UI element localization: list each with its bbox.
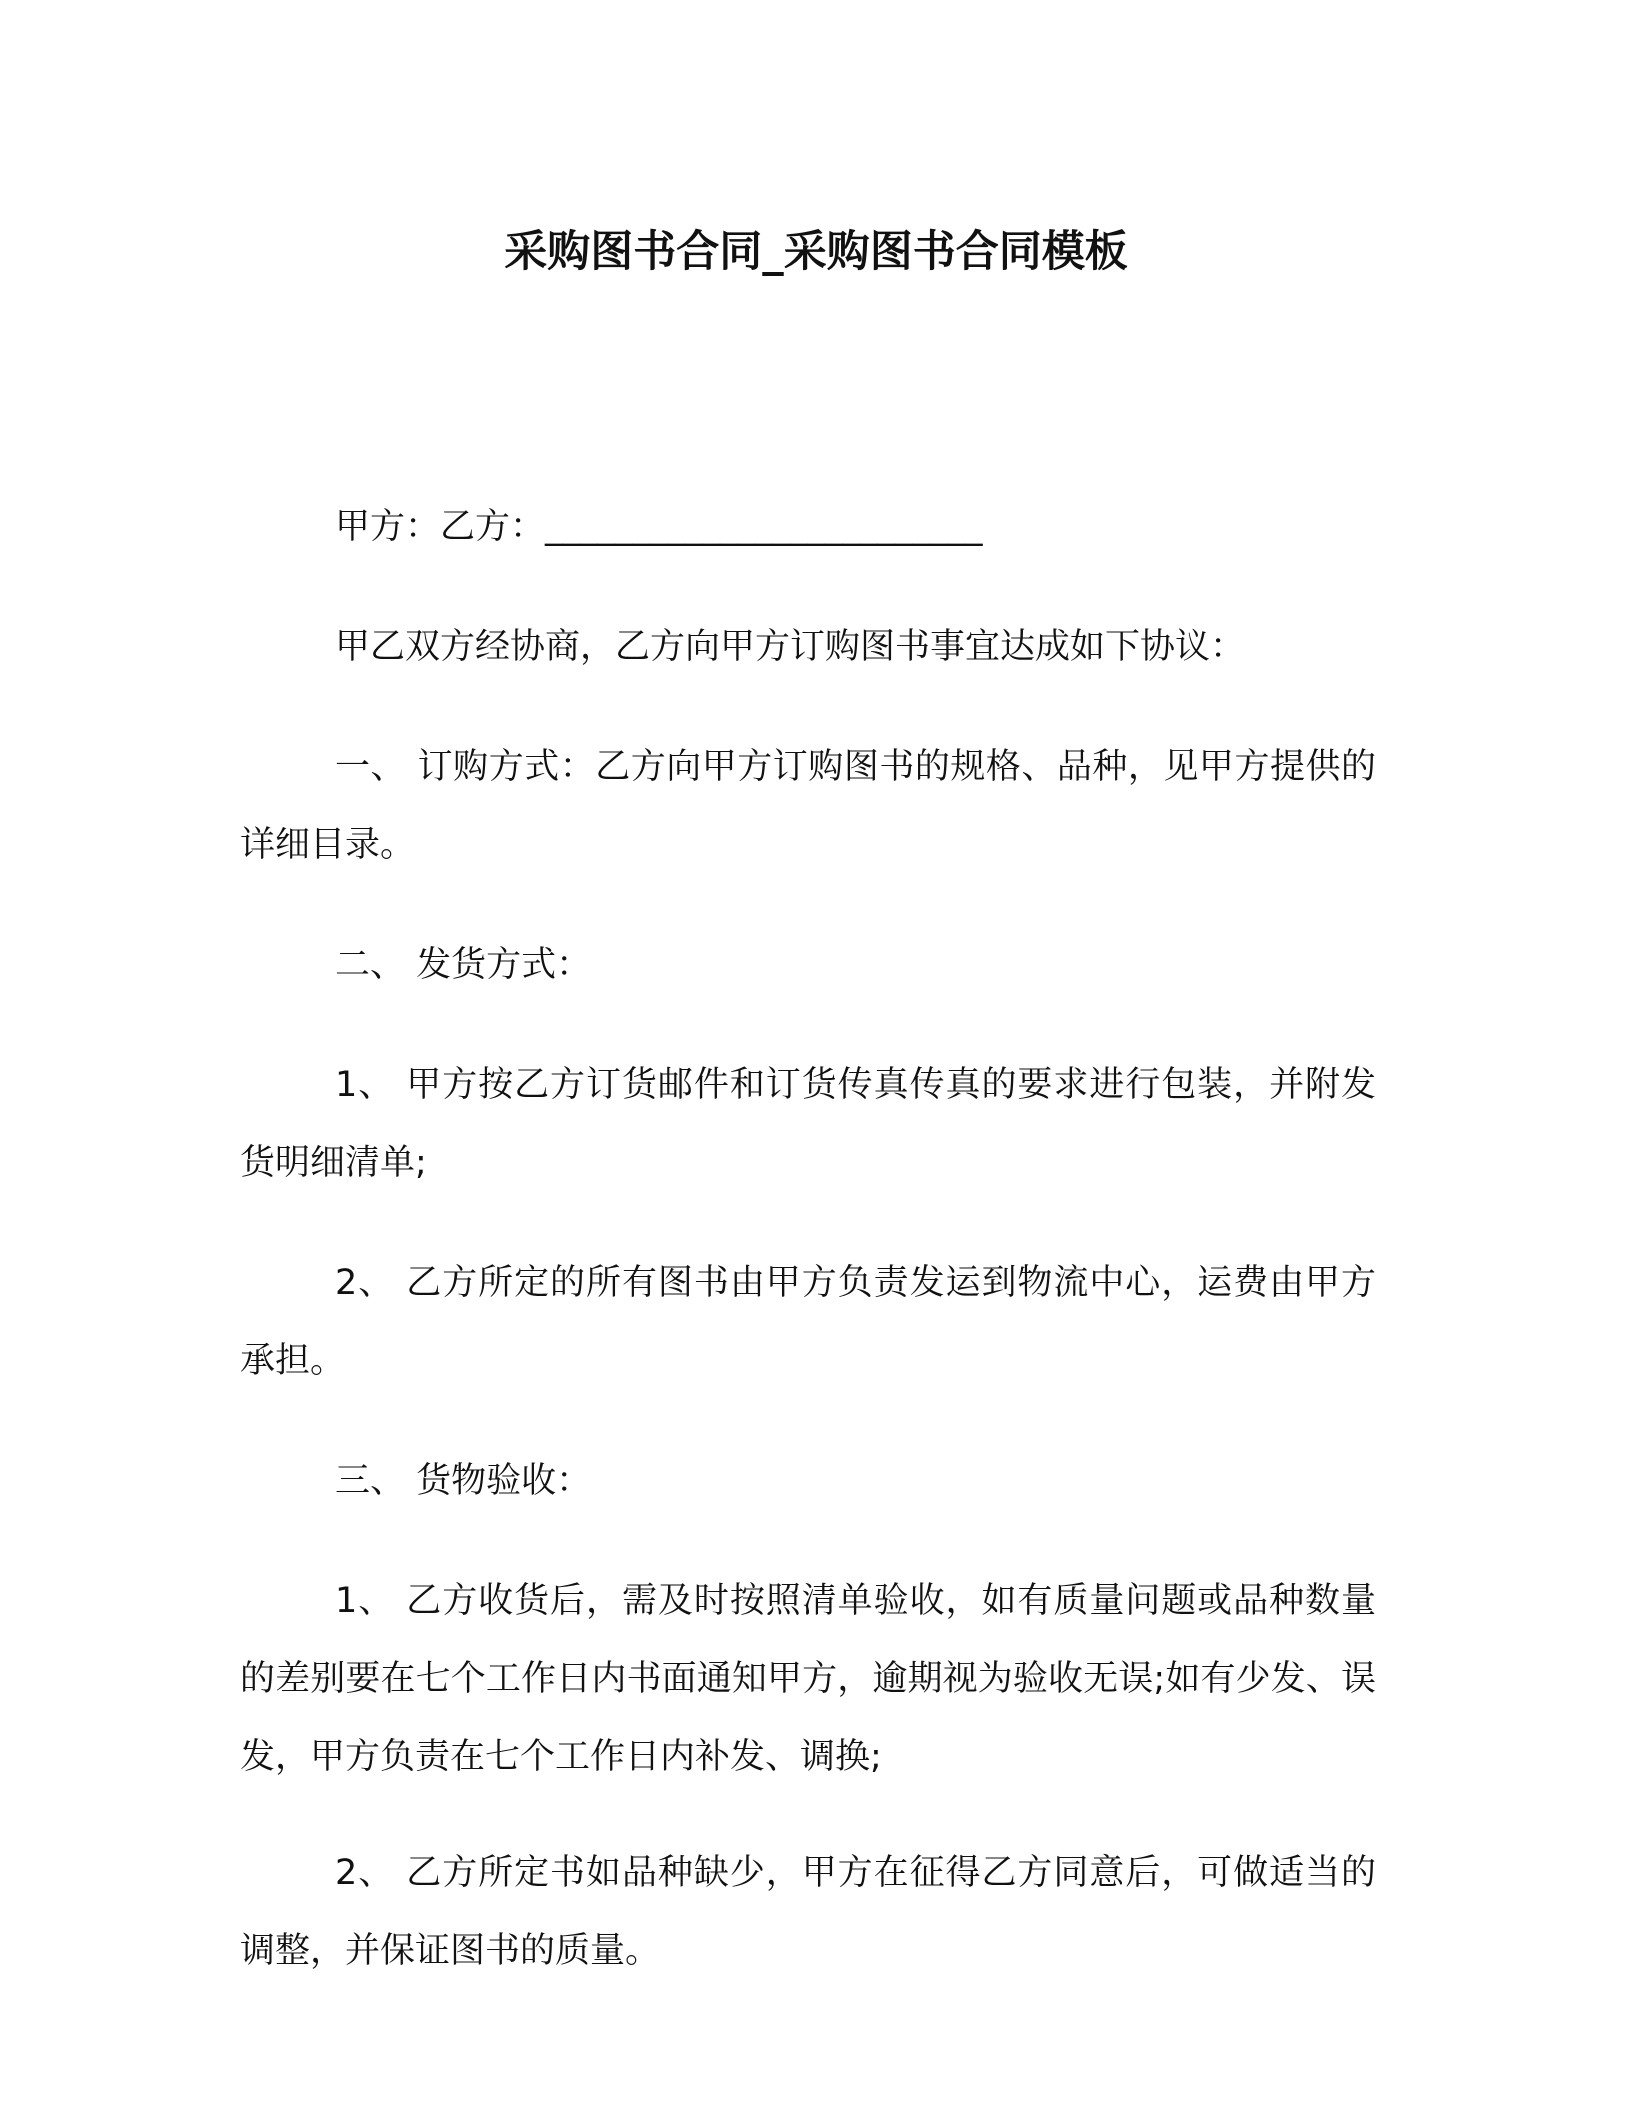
- clause-2-item-2: 2、 乙方所定的所有图书由甲方负责发运到物流中心，运费由甲方承担。: [240, 1263, 1376, 1381]
- document-title: 采购图书合同_采购图书合同模板: [504, 227, 1128, 277]
- agreement-intro: 甲乙双方经协商，乙方向甲方订购图书事宜达成如下协议：: [335, 627, 1246, 667]
- clause-3-item-1: 1、 乙方收货后，需及时按照清单验收，如有质量问题或品种数量的差别要在七个工作日内书面通知甲方，逾期视为验收无误;如有少发、误发，甲方负责在七个工作日内补发、调换;: [240, 1581, 1376, 1777]
- clause-3-item-2: 2、 乙方所定书如品种缺少，甲方在征得乙方同意后，可做适当的调整，并保证图书的质量。: [240, 1853, 1376, 1971]
- clause-1-order-method: 一、 订购方式：乙方向甲方订购图书的规格、品种，见甲方提供的详细目录。: [240, 747, 1376, 865]
- clause-2-item-1: 1、 甲方按乙方订货邮件和订货传真传真的要求进行包装，并附发货明细清单;: [240, 1065, 1376, 1183]
- clause-3-heading: 三、 货物验收：: [335, 1461, 592, 1501]
- clause-2-heading: 二、 发货方式：: [335, 945, 592, 985]
- document-body: [240, 488, 1376, 2032]
- parties-line: 甲方：乙方：_________________________: [335, 507, 983, 547]
